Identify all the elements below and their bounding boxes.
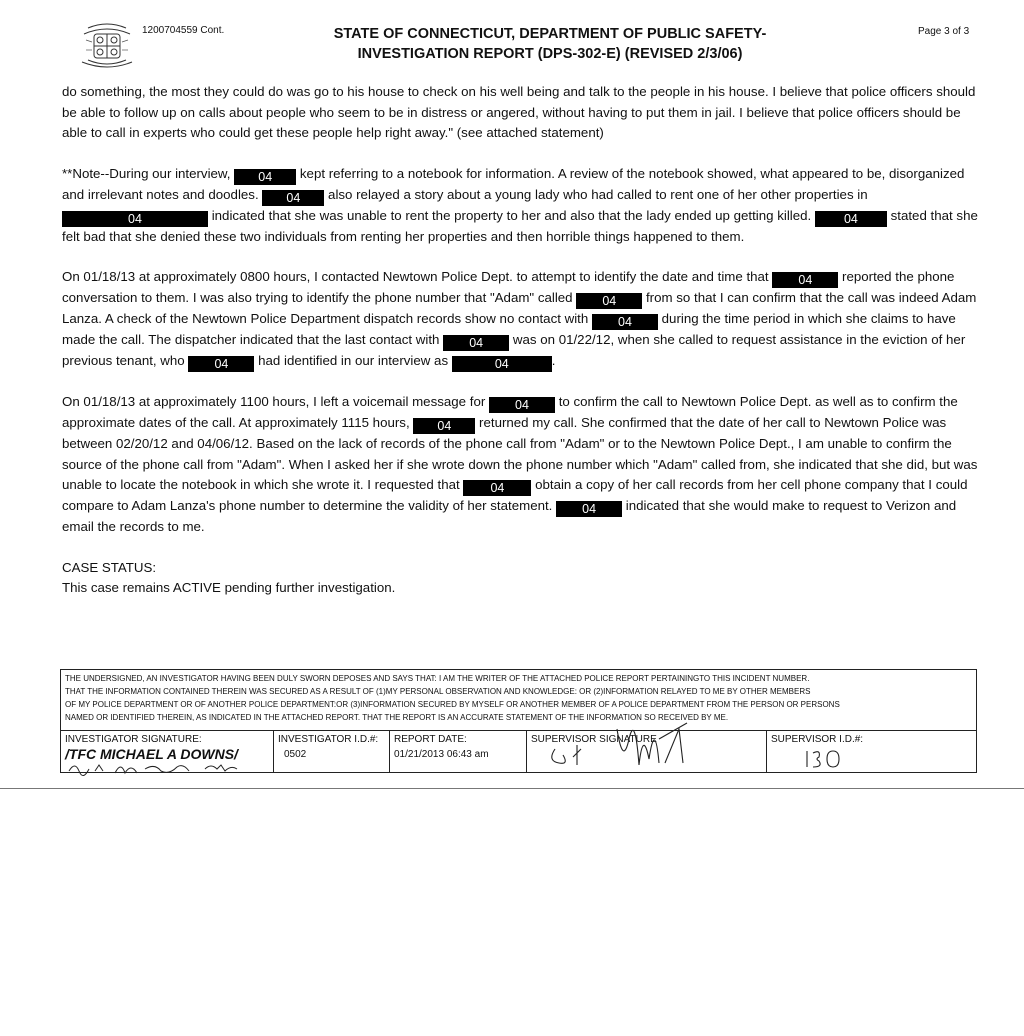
certification-line: OF MY POLICE DEPARTMENT OR OF ANOTHER POLICE DEPARTMENT:OR (3)INFORMATION SECURED BY MYSELF OR ANOTHER MEMBER OF A POLICE DEPARTMENT FROM THE PERSON OR PERSONS — [65, 700, 840, 709]
supervisor-signature-label: SUPERVISOR SIGNATURE — [531, 734, 657, 745]
investigator-signature-cell — [61, 731, 274, 773]
redaction-box: 04 — [262, 190, 324, 206]
supervisor-id-handwritten-icon — [803, 747, 843, 771]
investigator-signature-label: INVESTIGATOR SIGNATURE: — [65, 734, 202, 745]
text: **Note--During our interview, — [62, 165, 231, 181]
investigator-id-cell — [274, 731, 390, 773]
text: On 01/18/13 at approximately 1100 hours, I left a voicemail message for — [62, 394, 486, 409]
text: On 01/18/13 at approximately 0800 hours, I contacted Newtown Police Dept. to attempt to identify the date and time that — [62, 269, 769, 284]
redaction-box: 04 — [188, 356, 254, 372]
text: during the time period in which she claims to have made the call. The dispatcher indicated that the last contact with — [62, 311, 956, 347]
supervisor-id-cell — [767, 731, 976, 773]
text: . — [551, 353, 556, 368]
paragraph-police-contact — [62, 267, 982, 372]
text: from so that I can confirm that the call was indeed Adam Lanza. A check of the Newtown Police Department dispatch records show no contact with — [62, 290, 977, 326]
report-date: 01/21/2013 06:43 am — [394, 749, 489, 760]
text: obtain a copy of her call records from her cell phone company that I could compare to Adam Lanza's phone number to determine the validity of her statement. — [62, 477, 968, 513]
case-status-text: This case remains ACTIVE pending further investigation. — [62, 580, 396, 595]
title-line-2: INVESTIGATION REPORT (DPS-302-E) (REVISED 2/3/06) — [357, 46, 743, 62]
redaction-box: 04 — [62, 211, 208, 227]
state-seal-icon — [78, 20, 136, 70]
paragraph-voicemail — [62, 392, 982, 538]
title-line-1: STATE OF CONNECTICUT, DEPARTMENT OF PUBLIC SAFETY- — [333, 26, 767, 42]
text: had identified in our interview as — [258, 353, 449, 368]
certification-line: THE UNDERSIGNED, AN INVESTIGATOR HAVING BEEN DULY SWORN DEPOSES AND SAYS THAT: I AM THE WRITER OF THE ATTACHED POLICE REPORT PERTAININGTO THIS INCIDENT NUMBER. — [65, 674, 810, 683]
text: stated that she felt bad that she denied these two individuals from renting her properties and then horrible things happened to them. — [62, 207, 978, 244]
page-number: Page 3 of 3 — [918, 26, 970, 37]
certification-block — [60, 669, 977, 773]
investigator-id-label: INVESTIGATOR I.D.#: — [278, 734, 379, 745]
text: also relayed a story about a young lady who had called to rent one of her other properties in — [328, 186, 868, 202]
page-divider — [0, 788, 1024, 789]
text: returned my call. She confirmed that the date of her call to Newtown Police was between 02/20/12 and 04/06/12. Based on the lack of records of the phone call from "Adam" or to the Newtown Police Dept., I am unable to confirm the source of the phone call from "Adam". When I asked her if she wrote down the phone number which "Adam" called from, she indicated that she did, but was unable to locate the notebook in which she wrote it. I requested that — [62, 415, 978, 492]
certification-line: THAT THE INFORMATION CONTAINED THEREIN WAS SECURED AS A RESULT OF (1)MY PERSONAL OBSERVATION AND KNOWLEDGE: OR (2)INFORMATION RELAYED TO ME BY OTHER MEMBERS — [65, 687, 811, 696]
investigator-id: 0502 — [284, 749, 307, 760]
text: reported the phone conversation to them. I was also trying to identify the phone number that "Adam" called — [62, 269, 955, 305]
supervisor-id-label: SUPERVISOR I.D.#: — [771, 734, 864, 745]
report-body — [62, 82, 982, 599]
certification-line: NAMED OR IDENTIFIED THEREIN, AS INDICATED IN THE ATTACHED REPORT. THAT THE REPORT IS AN ACCURATE STATEMENT OF THE INFORMATION SO RECEIVED BY ME. — [65, 713, 729, 722]
redaction-box: 04 — [443, 335, 509, 351]
text: was on 01/22/12, when she called to request assistance in the eviction of her previous tenant, who — [62, 332, 966, 368]
supervisor-signature-cell — [527, 731, 767, 773]
redaction-box: 04 — [556, 501, 622, 517]
signature-row — [61, 730, 976, 773]
report-title — [250, 24, 850, 64]
report-date-cell — [390, 731, 527, 773]
redaction-box: 04 — [413, 418, 475, 434]
redaction-box: 04 — [463, 480, 531, 496]
redaction-box: 04 — [234, 169, 296, 185]
redaction-box: 04 — [576, 293, 642, 309]
redaction-box: 04 — [489, 397, 555, 413]
redaction-box: 04 — [452, 356, 552, 372]
case-status-heading: CASE STATUS: — [62, 559, 157, 575]
case-number: 1200704559 Cont. — [142, 25, 225, 36]
redaction-box: 04 — [815, 211, 887, 227]
text: to confirm the call to Newtown Police Dept. as well as to confirm the approximate dates of the call. At approximately 1115 hours, — [62, 394, 958, 430]
text: indicated that she was unable to rent the property to her and also that the lady ended up getting killed. — [211, 207, 812, 223]
investigator-name: /TFC MICHAEL A DOWNS/ — [65, 746, 238, 762]
redaction-box: 04 — [592, 314, 658, 330]
report-date-label: REPORT DATE: — [394, 734, 467, 745]
redaction-box: 04 — [772, 272, 838, 288]
text: kept referring to a notebook for information. A review of the notebook showed, what appeared to be, disorganized and irrelevant notes and doodles. — [62, 165, 965, 202]
paragraph-note — [62, 164, 982, 248]
certification-statement — [61, 670, 976, 730]
paragraph-continuation: do something, the most they could do was go to his house to check on his well being and talk to the people in his house. I believe that police officers should be able to follow up on calls about people who seem to be in distress or angered, without having to put them in jail. I believe that police officers should be able to call in experts who could get these people help right away." (see attached statement) — [62, 84, 976, 140]
text: indicated that she would make to request to Verizon and email the records to me. — [62, 498, 957, 534]
